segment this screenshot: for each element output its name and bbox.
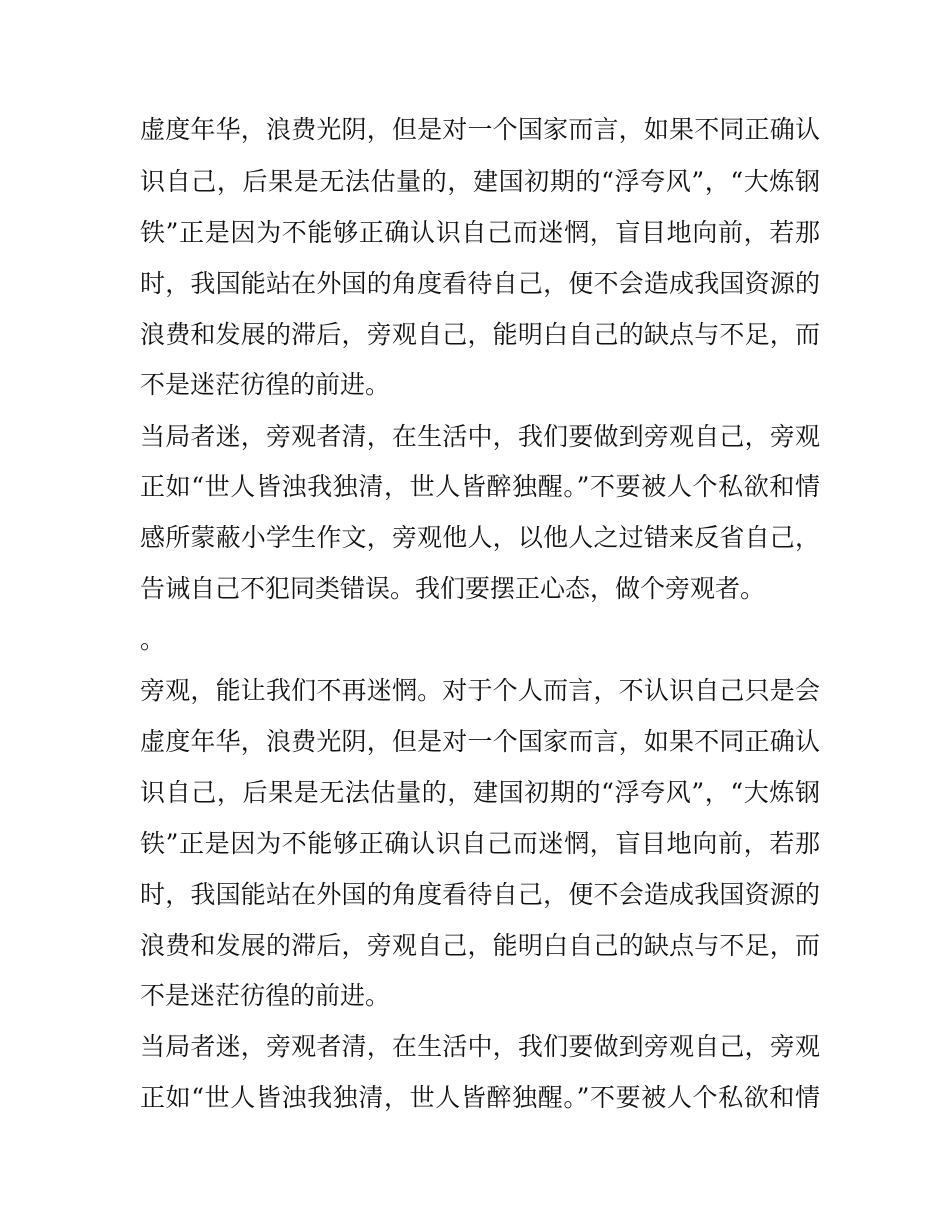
text-line: 不是迷茫彷徨的前进。 <box>140 370 391 399</box>
text-line: 时，我国能站在外国的角度看待自己，便不会造成我国资源的 <box>140 880 820 909</box>
text-line: 旁观，能让我们不再迷惘。对于个人而言，不认识自己只是会 <box>140 676 820 705</box>
text-line: 铁”正是因为不能够正确认识自己而迷惘，盲目地向前，若那 <box>140 218 820 247</box>
text-line: 铁”正是因为不能够正确认识自己而迷惘，盲目地向前，若那 <box>140 829 820 858</box>
text-line: 虚度年华，浪费光阴，但是对一个国家而言，如果不同正确认 <box>140 727 820 756</box>
text-line: 当局者迷，旁观者清，在生活中，我们要做到旁观自己，旁观 <box>140 422 820 451</box>
text-line: 识自己，后果是无法估量的，建国初期的“浮夸风”，“大炼钢 <box>140 778 820 807</box>
text-line: 不是迷茫彷徨的前进。 <box>140 981 391 1010</box>
text-line: 正如“世人皆浊我独清，世人皆醉独醒。”不要被人个私欲和情 <box>140 472 820 501</box>
text-line: 当局者迷，旁观者清，在生活中，我们要做到旁观自己，旁观 <box>140 1032 820 1061</box>
text-line: 虚度年华，浪费光阴，但是对一个国家而言，如果不同正确认 <box>140 115 820 144</box>
text-line: 感所蒙蔽小学生作文，旁观他人，以他人之过错来反省自己， <box>140 523 820 552</box>
text-line: 时，我国能站在外国的角度看待自己，便不会造成我国资源的 <box>140 269 820 298</box>
text-line: 。 <box>140 625 166 654</box>
text-line: 浪费和发展的滞后，旁观自己，能明白自己的缺点与不足，而 <box>140 931 820 960</box>
text-line: 浪费和发展的滞后，旁观自己，能明白自己的缺点与不足，而 <box>140 320 820 349</box>
text-line: 告诫自己不犯同类错误。我们要摆正心态，做个旁观者。 <box>140 574 766 603</box>
text-line: 正如“世人皆浊我独清，世人皆醉独醒。”不要被人个私欲和情 <box>140 1083 820 1112</box>
text-line: 识自己，后果是无法估量的，建国初期的“浮夸风”，“大炼钢 <box>140 167 820 196</box>
